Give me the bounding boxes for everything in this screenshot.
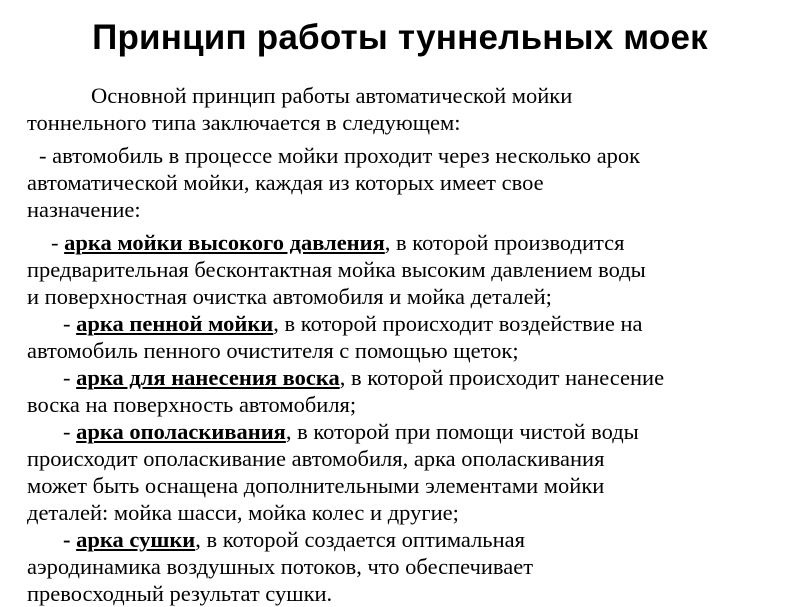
slide-title: Принцип работы туннельных моек <box>92 18 708 57</box>
arch-item <box>27 526 787 553</box>
arch-description: , в которой происходит нанесение <box>339 365 665 390</box>
arch-term: арка мойки высокого давления <box>64 230 385 255</box>
arch-line: и поверхностная очистка автомобиля и мойка деталей; <box>27 284 552 309</box>
arch-line: деталей: мойка шасси, мойка колес и другие; <box>27 500 459 525</box>
arch-line: предварительная бесконтактная мойка высоким давлением воды <box>27 257 646 282</box>
slide-body <box>27 82 787 607</box>
arch-term: арка пенной мойки <box>76 311 274 336</box>
arch-term: арка ополаскивания <box>76 419 286 444</box>
arch-line: воска на поверхность автомобиля; <box>27 392 357 417</box>
list-dash: - <box>63 365 77 390</box>
intro-line: Основной принцип работы автоматической мойки <box>91 83 573 108</box>
arch-item <box>27 418 787 445</box>
arch-line: автомобиль пенного очистителя с помощью щеток; <box>27 338 519 363</box>
list-dash: - <box>63 419 77 444</box>
list-dash: - <box>51 230 65 255</box>
arch-line: аэродинамика воздушных потоков, что обеспечивает <box>27 554 534 579</box>
arch-term: арка сушки <box>76 527 196 552</box>
arch-item <box>27 229 787 256</box>
arch-line: превосходный результат сушки. <box>27 581 333 606</box>
passage-line: - автомобиль в процессе мойки проходит через несколько арок <box>39 143 641 168</box>
list-dash: - <box>63 311 77 336</box>
list-dash: - <box>63 527 77 552</box>
arch-description: , в которой происходит воздействие на <box>273 311 643 336</box>
arch-description: , в которой производится <box>384 230 625 255</box>
arch-item <box>27 364 787 391</box>
arch-term: арка для нанесения воска <box>76 365 340 390</box>
passage-line: назначение: <box>27 197 141 222</box>
arch-description: , в которой при помощи чистой воды <box>285 419 639 444</box>
arch-line: происходит ополаскивание автомобиля, арка ополаскивания <box>27 446 605 471</box>
arch-line: может быть оснащена дополнительными элементами мойки <box>27 473 605 498</box>
arch-description: , в которой создается оптимальная <box>195 527 525 552</box>
arch-item <box>27 310 787 337</box>
intro-line: тоннельного типа заключается в следующем: <box>27 110 461 135</box>
passage-line: автоматической мойки, каждая из которых имеет свое <box>27 170 544 195</box>
